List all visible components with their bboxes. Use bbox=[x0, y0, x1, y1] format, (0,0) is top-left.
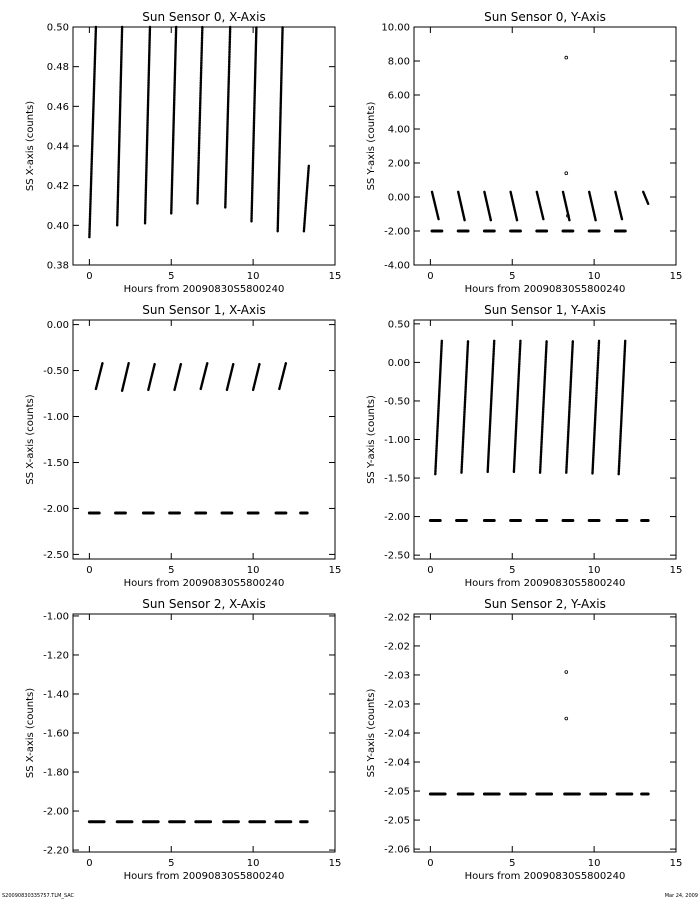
x-tick-label: 0 bbox=[86, 565, 93, 576]
y-tick-label: -2.03 bbox=[384, 699, 410, 711]
chart-title: Sun Sensor 2, X-Axis bbox=[142, 597, 266, 611]
y-axis-label: SS Y-axis (counts) bbox=[366, 688, 377, 778]
data-point-run bbox=[201, 363, 208, 389]
data-point-run bbox=[435, 341, 442, 474]
data-point-run bbox=[458, 192, 465, 221]
chart-panel-4 bbox=[25, 597, 341, 882]
y-tick-label: -2.50 bbox=[384, 550, 410, 562]
chart-title: Sun Sensor 0, Y-Axis bbox=[484, 10, 606, 24]
data-point bbox=[565, 56, 568, 59]
x-tick-label: 15 bbox=[328, 565, 342, 576]
x-tick-label: 0 bbox=[86, 271, 93, 282]
y-tick-label: -2.00 bbox=[43, 806, 69, 818]
x-tick-label: 15 bbox=[328, 271, 342, 282]
y-tick-label: 8.00 bbox=[387, 56, 410, 68]
y-tick-label: -2.00 bbox=[43, 503, 69, 515]
y-tick-label: 0.00 bbox=[387, 357, 410, 369]
data-point-run bbox=[643, 192, 648, 204]
chart-panel-1 bbox=[366, 10, 682, 295]
data-point-run bbox=[432, 192, 439, 219]
x-tick-label: 15 bbox=[669, 858, 683, 869]
y-tick-label: -2.00 bbox=[384, 226, 410, 238]
x-axis-label: Hours from 20090830S5800240 bbox=[123, 578, 285, 589]
x-tick-label: 5 bbox=[509, 858, 516, 869]
y-tick-label: -1.50 bbox=[43, 457, 69, 469]
chart-title: Sun Sensor 1, X-Axis bbox=[142, 303, 266, 317]
data-point-run bbox=[251, 27, 256, 221]
y-tick-label: 2.00 bbox=[387, 158, 410, 170]
chart-title: Sun Sensor 2, Y-Axis bbox=[484, 597, 606, 611]
x-tick-label: 15 bbox=[669, 271, 683, 282]
y-tick-label: -2.05 bbox=[384, 815, 410, 827]
data-point-run bbox=[592, 341, 599, 474]
footer-date: Mar 24, 2009 bbox=[664, 893, 698, 899]
y-tick-label: -2.02 bbox=[384, 612, 410, 624]
data-point-run bbox=[566, 341, 573, 473]
y-tick-label: -2.03 bbox=[384, 670, 410, 682]
data-point-run bbox=[148, 363, 155, 390]
x-tick-label: 10 bbox=[246, 271, 260, 282]
data-point-run bbox=[225, 27, 230, 207]
x-axis-label: Hours from 20090830S5800240 bbox=[123, 284, 285, 295]
data-point-run bbox=[589, 192, 596, 221]
plot-frame bbox=[414, 614, 676, 852]
chart-panel-3 bbox=[366, 303, 682, 589]
y-axis-label: SS X-axis (counts) bbox=[25, 100, 36, 192]
x-tick-label: 15 bbox=[328, 858, 342, 869]
y-tick-label: 0.42 bbox=[46, 181, 69, 193]
y-tick-label: -2.00 bbox=[384, 512, 410, 524]
x-axis-label: Hours from 20090830S5800240 bbox=[464, 871, 626, 882]
y-tick-label: 0.48 bbox=[46, 62, 69, 74]
y-tick-label: 0.50 bbox=[387, 319, 410, 331]
data-point-run bbox=[122, 363, 129, 391]
y-tick-label: -1.60 bbox=[43, 728, 69, 740]
x-tick-label: 5 bbox=[168, 565, 175, 576]
data-point-run bbox=[488, 341, 495, 472]
data-point-run bbox=[197, 27, 202, 204]
y-tick-label: -1.50 bbox=[384, 473, 410, 485]
y-tick-label: -1.80 bbox=[43, 767, 69, 779]
x-axis-label: Hours from 20090830S5800240 bbox=[464, 284, 626, 295]
data-point-run bbox=[89, 27, 96, 237]
y-tick-label: -2.04 bbox=[384, 757, 410, 769]
plot-frame bbox=[414, 27, 676, 265]
y-tick-label: 4.00 bbox=[387, 124, 410, 136]
data-point bbox=[565, 717, 568, 720]
data-point-run bbox=[619, 341, 626, 474]
data-point-run bbox=[145, 27, 150, 223]
data-point-run bbox=[615, 192, 622, 219]
x-tick-label: 10 bbox=[587, 858, 601, 869]
y-tick-label: 0.00 bbox=[46, 320, 69, 332]
y-tick-label: -2.02 bbox=[384, 641, 410, 653]
data-point-run bbox=[171, 27, 176, 213]
y-tick-label: 0.40 bbox=[46, 220, 69, 232]
y-tick-label: 0.38 bbox=[46, 260, 69, 272]
y-tick-label: 0.50 bbox=[46, 22, 69, 34]
x-tick-label: 0 bbox=[427, 565, 434, 576]
data-point-run bbox=[304, 166, 309, 231]
x-tick-label: 10 bbox=[246, 565, 260, 576]
chart-panel-5 bbox=[366, 597, 682, 882]
y-tick-label: -4.00 bbox=[384, 260, 410, 272]
data-point-run bbox=[461, 341, 468, 473]
data-point bbox=[565, 172, 568, 175]
data-point-run bbox=[278, 27, 283, 231]
x-tick-label: 0 bbox=[427, 858, 434, 869]
y-tick-label: 6.00 bbox=[387, 90, 410, 102]
chart-panel-0 bbox=[25, 10, 341, 295]
y-axis-label: SS X-axis (counts) bbox=[25, 394, 36, 485]
x-axis-label: Hours from 20090830S5800240 bbox=[123, 871, 285, 882]
data-point-run bbox=[514, 341, 521, 472]
chart-panel-2 bbox=[25, 303, 341, 589]
x-tick-label: 5 bbox=[509, 565, 516, 576]
y-tick-label: 0.44 bbox=[46, 141, 69, 153]
y-tick-label: -1.00 bbox=[43, 412, 69, 424]
y-tick-label: -2.50 bbox=[43, 549, 69, 561]
y-tick-label: -2.06 bbox=[384, 844, 410, 856]
chart-title: Sun Sensor 0, X-Axis bbox=[142, 10, 266, 24]
data-point-run bbox=[253, 363, 260, 390]
plot-frame bbox=[73, 320, 335, 559]
footer-filename: S20090830335757.TLM_SAC bbox=[2, 893, 75, 899]
y-tick-label: -2.04 bbox=[384, 728, 410, 740]
x-tick-label: 5 bbox=[168, 271, 175, 282]
x-axis-label: Hours from 20090830S5800240 bbox=[464, 578, 626, 589]
data-point-run bbox=[279, 363, 286, 389]
data-point-run bbox=[511, 192, 518, 221]
plot-frame bbox=[73, 27, 335, 265]
y-tick-label: -1.00 bbox=[43, 611, 69, 623]
x-tick-label: 0 bbox=[427, 271, 434, 282]
y-axis-label: SS Y-axis (counts) bbox=[366, 395, 377, 484]
data-point-run bbox=[96, 363, 103, 389]
x-tick-label: 10 bbox=[587, 565, 601, 576]
data-point-run bbox=[175, 363, 182, 390]
y-tick-label: 0.46 bbox=[46, 101, 69, 113]
data-point-run bbox=[484, 192, 491, 221]
x-tick-label: 10 bbox=[587, 271, 601, 282]
chart-title: Sun Sensor 1, Y-Axis bbox=[484, 303, 606, 317]
plot-frame bbox=[73, 614, 335, 852]
y-tick-label: -2.05 bbox=[384, 786, 410, 798]
y-axis-label: SS X-axis (counts) bbox=[25, 687, 36, 779]
data-point bbox=[565, 671, 568, 674]
x-tick-label: 15 bbox=[669, 565, 683, 576]
data-point-run bbox=[537, 192, 544, 219]
x-tick-label: 10 bbox=[246, 858, 260, 869]
y-tick-label: 0.00 bbox=[387, 192, 410, 204]
y-tick-label: -0.50 bbox=[43, 366, 69, 378]
y-tick-label: -1.20 bbox=[43, 650, 69, 662]
y-tick-label: -1.00 bbox=[384, 435, 410, 446]
data-point-run bbox=[227, 363, 234, 390]
y-tick-label: -2.20 bbox=[43, 845, 69, 857]
y-tick-label: -0.50 bbox=[384, 396, 410, 408]
y-axis-label: SS Y-axis (counts) bbox=[366, 101, 377, 191]
x-tick-label: 0 bbox=[86, 858, 93, 869]
y-tick-label: 10.00 bbox=[381, 22, 410, 34]
y-tick-label: -1.40 bbox=[43, 689, 69, 701]
x-tick-label: 5 bbox=[168, 858, 175, 869]
data-point-run bbox=[117, 27, 122, 225]
data-point-run bbox=[540, 341, 547, 473]
x-tick-label: 5 bbox=[509, 271, 516, 282]
